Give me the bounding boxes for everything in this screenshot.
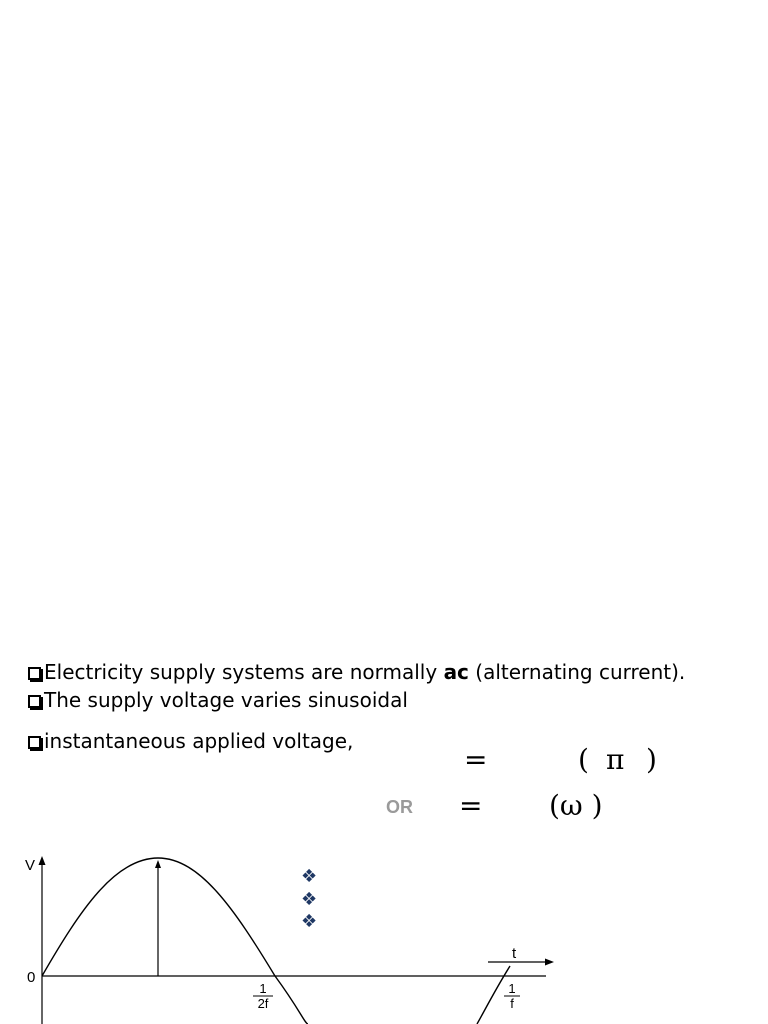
x-axis-label: t — [512, 945, 517, 962]
x-axis-arrow-icon — [545, 959, 554, 966]
eq2-equals: = — [459, 789, 483, 822]
checkbox-bullet-icon — [28, 736, 41, 749]
y-axis-label: V — [25, 857, 36, 874]
sine-curve-rising — [477, 966, 510, 1024]
full-period-denominator: f — [510, 996, 514, 1011]
origin-label: 0 — [27, 969, 36, 986]
eq1-equals: = — [464, 743, 488, 776]
eq1-pi: π — [606, 743, 625, 776]
full-period-numerator: 1 — [508, 981, 516, 996]
eq1-close-paren: ) — [646, 743, 657, 776]
diamond-bullet-icon: ❖ — [301, 888, 318, 910]
bullet-ac-post: (alternating current). — [468, 660, 686, 684]
half-period-denominator: 2f — [257, 996, 269, 1011]
bullet-ac-pre: Electricity supply systems are normally — [44, 660, 444, 684]
bullet-instantaneous — [28, 729, 353, 753]
bullet-instantaneous-text: instantaneous applied voltage, — [44, 729, 354, 753]
or-label: OR — [386, 797, 413, 817]
checkbox-bullet-icon — [28, 695, 41, 708]
peak-arrow-icon — [155, 860, 161, 868]
diamond-bullet-icon: ❖ — [301, 866, 318, 887]
bullet-sinusoidal — [28, 688, 408, 712]
half-period-numerator: 1 — [259, 981, 267, 996]
eq2-omega-group: (ω ) — [549, 789, 603, 822]
sine-wave-graph — [0, 840, 600, 1024]
diamond-bullet-icon: ❖ — [301, 911, 318, 932]
checkbox-bullet-icon — [28, 667, 41, 680]
eq1-open-paren: ( — [578, 743, 589, 776]
bullet-ac-supply — [28, 660, 685, 684]
y-axis-arrow-icon — [39, 856, 46, 865]
bullet-ac-bold: ac — [443, 660, 469, 684]
bullet-sinusoidal-text: The supply voltage varies sinusoidal — [44, 688, 408, 712]
